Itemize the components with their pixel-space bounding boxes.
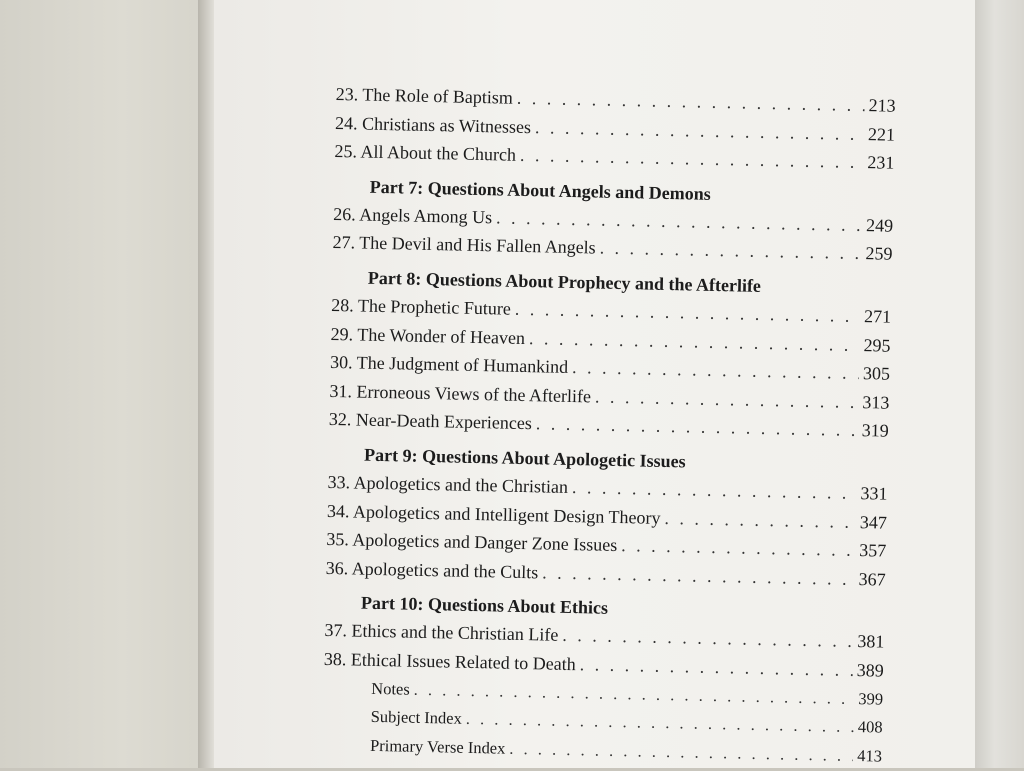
page-edges bbox=[975, 0, 1024, 768]
toc-entry-page: 389 bbox=[856, 659, 884, 681]
toc-entry-title: 28. The Prophetic Future bbox=[331, 294, 512, 319]
toc-entry-title: Subject Index bbox=[370, 706, 463, 728]
toc-entry-page: 231 bbox=[867, 152, 895, 173]
toc-entry-page: 408 bbox=[857, 717, 883, 737]
toc-entry-title: 30. The Judgment of Humankind bbox=[329, 352, 569, 378]
toc-entry-page: 319 bbox=[861, 420, 889, 441]
toc-entry-title: Primary Verse Index bbox=[369, 735, 506, 758]
toc-entry-title: 32. Near-Death Experiences bbox=[328, 409, 533, 434]
toc-entry-title: 29. The Wonder of Heaven bbox=[330, 323, 526, 348]
toc-entry-page: 221 bbox=[867, 123, 896, 145]
part-heading-10: Part 10: Questions About Ethics bbox=[360, 592, 609, 619]
toc-entry-page: 249 bbox=[865, 214, 894, 236]
toc-entry-page: 305 bbox=[862, 363, 891, 384]
toc-entry-title: 36. Apologetics and the Cults bbox=[325, 557, 539, 583]
toc-entry-title: 35. Apologetics and Danger Zone Issues bbox=[326, 529, 618, 556]
toc-entry-page: 295 bbox=[863, 334, 891, 356]
toc-entry-page: 259 bbox=[865, 243, 893, 265]
toc-entry-page: 357 bbox=[859, 540, 887, 561]
part-heading-8: Part 8: Questions About Prophecy and the Afterlife bbox=[367, 267, 762, 296]
toc-entry-title: 38. Ethical Issues Related to Death bbox=[323, 648, 576, 675]
toc-entry-title: 23. The Role of Baptism bbox=[335, 83, 514, 108]
toc-entry-title: 33. Apologetics and the Christian bbox=[327, 471, 569, 497]
toc-entry-page: 347 bbox=[859, 511, 888, 533]
toc-entry-page: 331 bbox=[860, 483, 888, 504]
toc-entry-page: 413 bbox=[857, 745, 883, 766]
dot-leader bbox=[664, 504, 856, 537]
toc-entry-title: 27. The Devil and His Fallen Angels bbox=[332, 232, 596, 258]
table-of-contents bbox=[322, 80, 896, 771]
toc-entry-title: 25. All About the Church bbox=[334, 141, 517, 165]
toc-entry-title: 31. Erroneous Views of the Afterlife bbox=[329, 380, 592, 407]
toc-entry-title: 37. Ethics and the Christian Life bbox=[324, 620, 559, 646]
part-heading-7: Part 7: Questions About Angels and Demons bbox=[369, 176, 711, 204]
toc-entry-page: 399 bbox=[858, 688, 884, 709]
part-heading-9: Part 9: Questions About Apologetic Issues bbox=[363, 444, 686, 472]
toc-entry-title: 34. Apologetics and Intelligent Design Theory bbox=[326, 500, 661, 528]
toc-entry-page: 271 bbox=[863, 306, 892, 327]
toc-entry-page: 367 bbox=[858, 568, 886, 590]
toc-entry-page: 213 bbox=[868, 95, 896, 116]
left-page bbox=[0, 0, 205, 768]
toc-entry-title: 26. Angels Among Us bbox=[332, 203, 493, 228]
toc-entry-page: 313 bbox=[862, 391, 890, 413]
toc-entry-title: Notes bbox=[371, 678, 410, 699]
toc-entry-page: 381 bbox=[857, 631, 885, 652]
toc-entry-title: 24. Christians as Witnesses bbox=[334, 112, 532, 137]
